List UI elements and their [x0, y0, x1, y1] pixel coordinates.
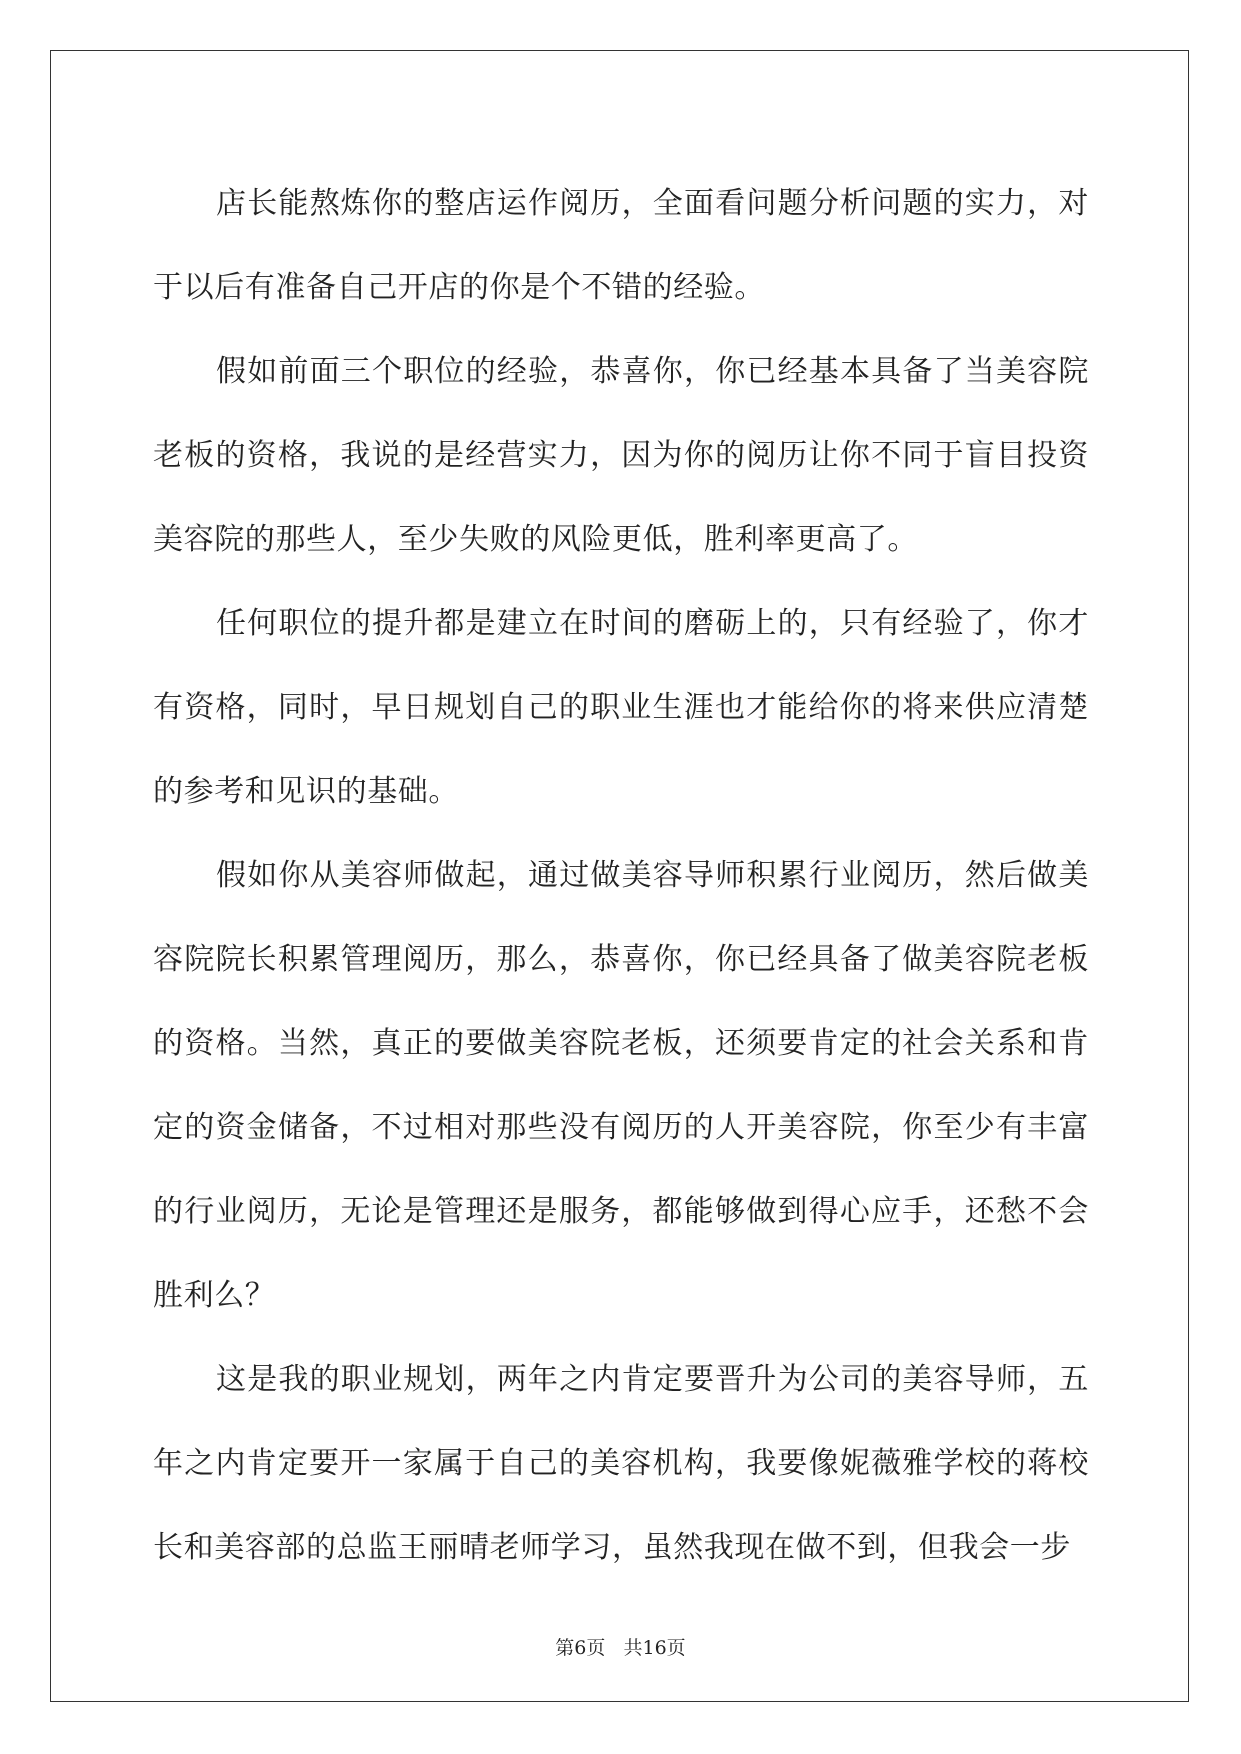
- paragraph-3: 任何职位的提升都是建立在时间的磨砺上的，只有经验了，你才有资格，同时，早日规划自己的职业生涯也才能给你的将来供应清楚的参考和见识的基础。: [153, 606, 1089, 809]
- paragraph-2: 假如前面三个职位的经验，恭喜你，你已经基本具备了当美容院老板的资格，我说的是经营实力，因为你的阅历让你不同于盲目投资美容院的那些人，至少失败的风险更低，胜利率更高了。: [153, 354, 1089, 557]
- paragraph-4: 假如你从美容师做起，通过做美容导师积累行业阅历，然后做美容院院长积累管理阅历，那么，恭喜你，你已经具备了做美容院老板的资格。当然，真正的要做美容院老板，还须要肯定的社会关系和肯定的资金储备，不过相对那些没有阅历的人开美容院，你至少有丰富的行业阅历，无论是管理还是服务，都能够做到得心应手，还愁不会胜利么？: [153, 858, 1089, 1313]
- page-number-footer: 第6页 共16页: [555, 1637, 686, 1659]
- paragraph-5: 这是我的职业规划，两年之内肯定要晋升为公司的美容导师，五年之内肯定要开一家属于自己的美容机构，我要像妮薇雅学校的蒋校长和美容部的总监王丽晴老师学习，虽然我现在做不到，但我会一步: [153, 1362, 1089, 1565]
- document-body: [153, 162, 1089, 1590]
- paragraph-1: 店长能熬炼你的整店运作阅历，全面看问题分析问题的实力，对于以后有准备自己开店的你是个不错的经验。: [153, 186, 1089, 305]
